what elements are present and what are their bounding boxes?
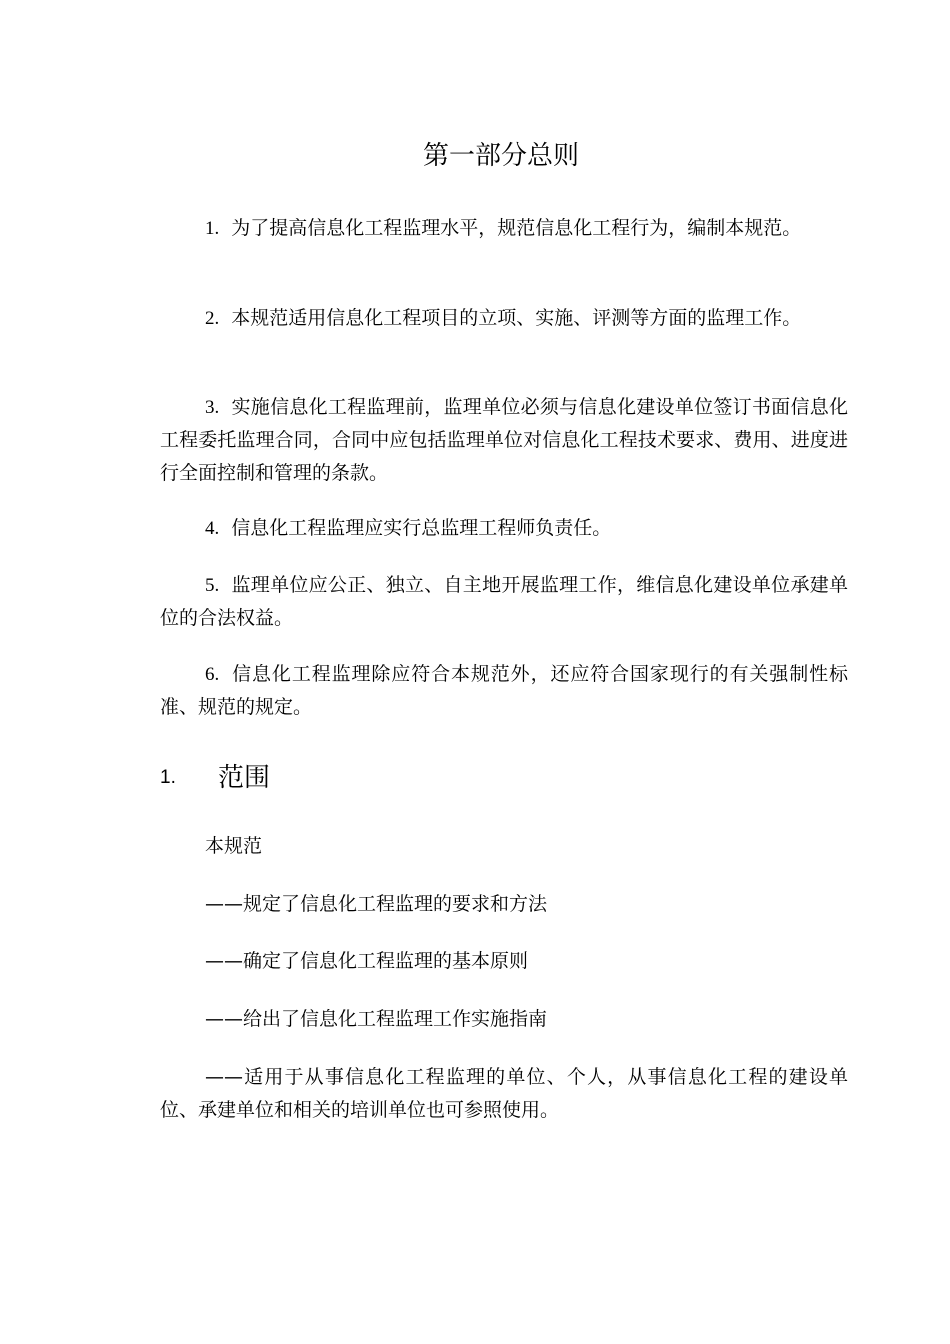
clause-text: 信息化工程监理应实行总监理工程师负责任。 bbox=[231, 517, 612, 539]
section-heading bbox=[160, 758, 270, 798]
clause-text: 本规范适用信息化工程项目的立项、实施、评测等方面的监理工作。 bbox=[231, 307, 802, 329]
clause-6 bbox=[160, 658, 848, 724]
clause-text: 监理单位应公正、独立、自主地开展监理工作，维信息化建设单位承建单位的合法权益。 bbox=[160, 574, 848, 629]
clause-5 bbox=[160, 569, 848, 635]
document-title: 第一部分总则 bbox=[422, 141, 579, 171]
scope-item: ——确定了信息化工程监理的基本原则 bbox=[205, 950, 529, 972]
clause-number: 4. bbox=[205, 518, 220, 539]
scope-intro: 本规范 bbox=[205, 835, 263, 857]
scope-item: ——适用于从事信息化工程监理的单位、个人，从事信息化工程的建设单位、承建单位和相关的培训单位也可参照使用。 bbox=[160, 1066, 848, 1121]
clause-number: 6. bbox=[205, 664, 220, 685]
clause-number: 3. bbox=[205, 397, 220, 418]
clause-text: 信息化工程监理除应符合本规范外，还应符合国家现行的有关强制性标准、规范的规定。 bbox=[160, 663, 848, 718]
clause-text: 实施信息化工程监理前，监理单位必须与信息化建设单位签订书面信息化工程委托监理合同，合同中应包括监理单位对信息化工程技术要求、费用、进度进行全面控制和管理的条款。 bbox=[160, 396, 848, 484]
clause-number: 2. bbox=[205, 308, 220, 329]
clause-number: 1. bbox=[205, 218, 220, 239]
clause-text: 为了提高信息化工程监理水平，规范信息化工程行为，编制本规范。 bbox=[231, 217, 802, 239]
clause-2 bbox=[160, 302, 848, 335]
clause-4 bbox=[160, 512, 848, 545]
clause-3 bbox=[160, 391, 848, 490]
scope-item: ——给出了信息化工程监理工作实施指南 bbox=[205, 1008, 548, 1030]
section-number: 1. bbox=[160, 767, 176, 788]
clause-1 bbox=[160, 212, 848, 245]
section-title: 范围 bbox=[218, 763, 271, 793]
scope-item: ——规定了信息化工程监理的要求和方法 bbox=[205, 893, 548, 915]
clause-number: 5. bbox=[205, 575, 220, 596]
